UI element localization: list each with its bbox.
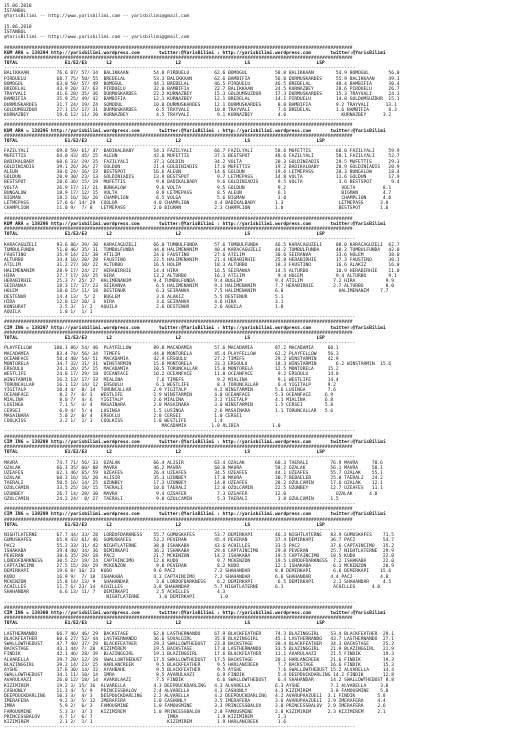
table-row: BESTSPOT 28.6 36/ 15/ 19 MUFETTIS 9.8 BADIKALBABY 9.6 GOLDINIADIS 9.5 VOLTA 3.6 BESTSPOT 9.4: [4, 180, 526, 185]
table-row: GOLDUMSUZDUR 27.1 15/ 17/ 31 DURMUSKARDES 6.5 TRAYVALI 10.8 TRAYVALI 7.6 BREDELAL 1.6 BAMBIFIA 8.3: [4, 108, 526, 113]
table-row: KARACAGUZELI 93.6 86/ 39/ 30 KARACAGUZELI 66.0 TUMBULFUNDA 57.6 TUMBULFUNDA 46.5 KARACAGUZELI 88.0 KARACAGUZELI 62.7: [4, 243, 526, 248]
table-row: MUFETTIS 64.0 43/ 45/ 25 ALEUN 42.0 MUFETTIS 37.1 BESTSPOT 48.6 FAZILYALI 58.1 FAZILYALI 52.7: [4, 154, 526, 159]
table-row: FINDIK 42.1 46/ 28/ 39 BLAZINGGIRL 19.1 BLAZINGGIRL 17.6 BLACKFEATHER 11.1 AVARULAAZI 21.5 FINDIK 19.3: [4, 652, 526, 657]
report-document: [4, 4, 526, 644]
table-row: CAPTAINCIMO 27.5 15/ 28/ 29 MCKENZON 9.8 PEVERAN 8.2 KUDO 12.1 ISHAKABA 6.1 MCKENZON 20.9: [4, 564, 526, 569]
report-contact: @YarisBilimi -- http://www.yarisbilimi.com -- yarisbilimi@gmail.com: [4, 14, 526, 19]
column-headers: TOTAL E1/E2/E3 L2 L2 LS LSP: [4, 621, 526, 626]
table-row: CHAMPLION 11.0 9/ 7/ 8 LETMEPASS 2.0 BIGMAN 2.3 CHAMPLION 1.0 BESTSPOT 1.6: [4, 206, 526, 211]
table-row: ISHAKABA 39.4 40/ 34/ 36 DEMIRKAPI 36.2 ISHAKABA 29.6 CAPTAINCIMO 29.8 PEVERAN 25.7 NIGHTLATERNE 29.9: [4, 549, 526, 554]
separator-line: -------------------------------------------------------------------------------------------------------------------------------: [4, 502, 526, 507]
table-row: FAUSTINO 35.9 14/ 23/ 38 ATILIM 24.6 FAUSTINO 27.6 ATILIM 30.6 SEIRANVA 33.6 HOLEM 38.0: [4, 253, 526, 258]
race-block: [4, 46, 526, 124]
table-row: HALIMENANIM 28.9 17/ 24/ 27 HERABIRHIE 14.4 HIRA 16.5 SEIRANVA 14.5 ALTURBO 10.9 HERABIRHIE 11.0: [4, 269, 526, 274]
column-headers: TOTAL E1/E2/E3 L2 L2 LS LSP: [4, 450, 526, 455]
table-row: ALTURBO 34.4 16/ 20/ 28 FAUSTINO 22.5 HALIMENANIM 21.4 HERABIRHIE 25.8 HERABIRHIE 17.3 FAUSTINO 30.1: [4, 258, 526, 263]
race-block: [4, 320, 526, 434]
separator-line: -------------------------------------------------------------------------------------------------------------------------------: [4, 118, 526, 123]
rule-line: ##############################################################################################################################: [4, 435, 526, 440]
table-row: PAC2 55.2 33/ 31/ 42 NIGHTLATERNE 38.0 ISHAKABA 43.6 ACHILLES 33.5 PAC2 37.6 CAPTAINCIMO 35.2: [4, 544, 526, 549]
table-row: IMRA 5.9 2/ 6/ 3 FAMOUSMINE 1.0 FAMOUSMINE 3.3 PRINCESSBALOV 3.0 PRINCESSBALOV 2.9 IMERAFERA 2.6: [4, 704, 526, 709]
table-row: LASTHERNANDO 66.7 46/ 46/ 29 BACKSTAGE 62.0 LASTHERNANDO 67.9 BLACKFEATHER 74.3 BLAZINGGIRL 53.4 BLACKFEATHER 29.1: [4, 632, 526, 637]
table-row: OCEANFACE 58.4 48/ 54/ 51 MACADAMIA 42.9 ERSOULU 27.2 TIMEFS 29.2 WINSTARMIN 42.9: [4, 357, 526, 362]
separator-line: -------------------------------------------------------------------------------------------------------------------------------: [4, 429, 526, 434]
rule-line: ##############################################################################################################################: [4, 46, 526, 51]
table-row: OZULCAMIN 24.2 24/ 8/ 27 TAERALI 9.0 OZULCAMIN 5.3 TAERALI 3.8 OZULCAMIN 1.5: [4, 497, 526, 502]
table-row: SWALLOWTHEDUST 34.1 11/ 10/ 14 IMRA 8.5 AVARULAAZI 6.9 FINDIK 5.4 DEEPDUCKDARLING 14.2 FINDIK 12.8: [4, 673, 526, 678]
separator-line: -------------------------------------------------------------------------------------------------------------------------------: [4, 66, 526, 71]
table-row: LUSINGA 7.1 5/ 4/ 4 MASAINARA 2.0 MASAINARA 3.0 WINSTARMIN 1.5 CERSEI 5.8: [4, 403, 526, 408]
table-row: ALEUN 30.6 24/ 16/ 23 BESTSPOT 16.6 ALEUN 14.6 GOLDUN 19.6 LETMEPASS 20.3 BUNGALOW 18.4: [4, 170, 526, 175]
table-row: HOLEM 18.0 15/ 11/ 18 DESTENUR 6.3 SEIRANVA 7.5 HALIMENANIM 6.0 HALIMENANIM 7.7: [4, 289, 526, 294]
rule-line: ##############################################################################################################################: [4, 445, 526, 450]
table-row: GOLDINIADIS 39.1 26/ 26/ 27 GOLDUN 21.4 GOLDINIADIS 17.6 MUFETTIS 19.2 BADIKALBABY 20.9 GOLDINIADIS 20.9: [4, 165, 526, 170]
race-title: KUM ARA = 138295 http://yarisbilimi.wordpress.com twitter:@YarisBilimi : http://yarisbilimi.wordpress.com twitter:@YarisBilimi: [4, 129, 526, 134]
rule-line: ##############################################################################################################################: [4, 331, 526, 336]
rule-line: ##############################################################################################################################: [4, 56, 526, 61]
table-row: DEMIRKAPI 19.6 8/ 16/ 23 KUDO 9.6 PAC2 7.2 SHAHANDAR 8.8 DEMIRKAPI 6.6 DEMIRKAPI 15.6: [4, 569, 526, 574]
separator-line: -------------------------------------------------------------------------------------------------------------------------------: [4, 601, 526, 606]
table-row: CERSEI 6.9 4/ 5/ 4 LUSINGA 1.5 LUSINGA 2.6 MASAINARA 1.1 TORUNCALLAR 5.6: [4, 409, 526, 414]
table-row: AVARULAAZI 26.0 12/ 18/ 14 AVARULAAZI 7.5 FINDIK 6.6 SWALLOWTHEDUST 6.4 SHAHANDAR 14.2 SWALLOWTHEDUST 8.8: [4, 678, 526, 683]
table-row: HIRA 27.7 17/ 24/ 25 HIRA 13.2 ALTURBO 16.3 ATILIM 9.4 HOLEM 9.4 ALTURBO 9.1: [4, 274, 526, 279]
table-row: TAERALI 50.5 16/ 14/ 25 UZUNBEY 17.3 UZUNBEY 14.8 UZEAFES 28.2 OZULCAMIN 17.6 OZALAK 12.1: [4, 481, 526, 486]
race-title: CIM ING = 138297 http://yarisbilimi.wordpress.com twitter:@YarisBilimi : http://yarisbilimi.wordpress.com twitter:@YarisBilimi: [4, 326, 526, 331]
table-row: MIALINA 8.0 7/ 4/ 6 YIGITALP 2.6 MIALINA 3.2 YIGITALP 4.1 MIALINA 6.8: [4, 398, 526, 403]
column-headers: TOTAL E1/E2/E3 L2 L2 LS LSP: [4, 523, 526, 528]
table-row: CASHONLY 11.3 4/ 5/ 9 PRINCESSBALOV 2.4 ALVARELLA 4.3 CASHONLY 4.3 KIZIMIREM 3.8 FAMOUSMINE 5.8: [4, 689, 526, 694]
race-title: KUM ARA = 138296 http://yarisbilimi.wordpress.com twitter:@YarisBilimi : http://yarisbilimi.wordpress.com twitter:@YarisBilimi: [4, 222, 526, 227]
separator-line: -------------------------------------------------------------------------------------------------------------------------------: [4, 627, 526, 632]
race-block: [4, 435, 526, 508]
table-row: NIGHTLATERNE 1.0 DEMIRKAPI 1.0: [4, 595, 526, 600]
table-row: LETMEPASS 17.6 6/ 14/ 29 COOLOR 4.0 CHAMPLION 4.4 BADIKALBABY 1.3 LETMEPASS 3.0: [4, 201, 526, 206]
rule-line: ##############################################################################################################################: [4, 134, 526, 139]
column-headers: TOTAL E1/E2/E3 L2 L2 LS LSP: [4, 336, 526, 341]
table-row: MASAINARA 5.0 2/ 0/ 4 ERSOCLU 2.0 CERSEI 1.0 CERSEI: [4, 414, 526, 419]
table-row: KUDO 16.9 9/ 7/ 18 ISHAKABA 4.3 CAPTAINCIMO 7.2 SHAHANDAR 6.6 SHAHANDAR 4.4 PAC2 4.8: [4, 575, 526, 580]
table-row: BLACKFEATHER 60.6 27/ 52/ 44 LASTHERNANDO 36.6 SOVALGIRL 35.8 BLAZINGGIRL 45.1 LASTHERNANDO 43.7 LASTHERNANDO 27.1: [4, 637, 526, 642]
table-row: BLAZINGGIRL 39.2 14/ 23/ 25 HARLANCREEK 9.5 BLACKFEATHER 9.5 HARLANCREEK 7.7 BACKSTAGE 16.6 FINDIK 15.3: [4, 663, 526, 668]
race-block: [4, 507, 526, 606]
table-row: AYSHE 37.6 30/ 14/ 32 AYAHBAHE 9.5 BLACKFEATHER 9.5 AYSHE 7.6 SWALLOWTHEDUST 15.2 ALVARELLA 14.4: [4, 668, 526, 673]
race-block: [4, 123, 526, 216]
table-row: FAZILYALI 69.8 59/ 61/ 47 BADIKALBABY 54.3 FAZILYALI 66.7 FAZILYALI 58.6 MUFETTIS 60.0 FAZILYALI 59.9: [4, 149, 526, 154]
table-row: WESTLIFE 24.0 17/ 29/ 18 OCEANFACE 10.2 OCEANFACE 11.8 OCEANFACE 9.2 ERSOULU 14.8: [4, 372, 526, 377]
table-row: YIGITALP 10.4 4/ 8/ 14 TORUNCALLAR 2.9 YIGITALP 4.2 WINSTARMIN 5.6 LUSINGA 7.6: [4, 388, 526, 393]
separator-line: -------------------------------------------------------------------------------------------------------------------------------: [4, 144, 526, 149]
table-row: MCKENZON 15.8 14/ 13/ 9 SHAHANDAR 3.8 LORDOFDARKNESS 6.2 DEMIRKAPI 6.5 DEMIRKAPI 2.1 SHAHANDAR 4.5: [4, 580, 526, 585]
race-tables: [4, 46, 526, 730]
table-row: WINSTARMIN 16.2 13/ 17/ 33 MIALINA 7.6 TIMEFS 9.2 MIALINA 9.1 WESTLIFE 14.4: [4, 378, 526, 383]
table-row: MONTORELA 34.7 32/ 31/ 31 WINSTARMIN 15.6 MONTORELA 33.3 ERSOULU 18.3 WINSTARMIN 6.2 WINSTARMIN 15.6: [4, 362, 526, 367]
table-row: NIGHTLATERNE 67.7 44/ 33/ 28 LORDOFDARKNESS 55.7 GUMUSKAFES 53.7 DEMIRKAPI 46.3 NIGHTLATERNE 83.9 GUMUSKAFES 71.5: [4, 533, 526, 538]
separator-line: -------------------------------------------------------------------------------------------------------------------------------: [4, 528, 526, 533]
table-row: ALVARELLA 39.7 20/ 12/ 19 SWALLOWTHEDUST 17.5 SWALLOWTHEDUST 17.5 BACKSTAGE 20.1 HARLANCREEK 21.6 FINDIK 19.3: [4, 658, 526, 663]
table-row: SWALLOWTHEDUST 47.7 40/ 37/ 29 BLACKFEATHER 29.3 SWALLOWTHEDUST 23.8 BACKSTAGE 38.4 BLACKFEATHER 34.3 BACKSTAGE 25.2: [4, 642, 526, 647]
rule-line: ##############################################################################################################################: [4, 507, 526, 512]
report-city: İSTANBUL: [4, 9, 526, 14]
report-date-2: 15.06.2018: [4, 25, 526, 30]
table-row: ATILIM 31.2 27/ 10/ 22 ALTURBO 16.5 HOLEM 18.3 ALTURBO 18.3 FAUSTINO 16.6 ALAKIZ 16.0: [4, 263, 526, 268]
table-row: SEIRANVA 18.3 17/ 17/ 23 SEIRANVA 6.5 HALIMENANIM 9.3 HALIMENANIM 7.7 HERABIRHIE 2.7 ALTURBO 8.0: [4, 284, 526, 289]
table-row: BADIKALBABY 60.6 33/ 19/ 25 FAZILYALI 37.1 GOLDIN 34.2 VOLTA 20.3 GOLDINIADIS 29.5 MUFETTIS 29.3: [4, 160, 526, 165]
table-row: PEVERAN 38.6 35/ 29/ 18 PAC2 21.7 MCKENZON 14.2 ISHAKABA 19.5 CAPTAINCIMO 18.5 KUDO 22.0: [4, 554, 526, 559]
table-row: MACADAMIA 83.4 74/ 56/ 34 TIMEFS 44.0 MONTORELA 45.4 PLAYFELLOW 62.2 PLAYFELLOW 56.3: [4, 352, 526, 357]
table-row: COOLKISS 3.2 1/ 1/ 1 COOLKISS 1.0 WESTLIFE 1.4: [4, 419, 526, 424]
separator-line: -------------------------------------------------------------------------------------------------------------------------------: [4, 455, 526, 460]
rule-line: ##############################################################################################################################: [4, 606, 526, 611]
table-row: BOMOGUL 63.0 58/ 57/ 49 BOMOGUL 44.1 BREDELAL 46.5 PIRDUELU 46.5 BREDELAL 48.4 BAMBIFIA 30.4: [4, 82, 526, 87]
table-row: PIRDUELU 68.7 75/ 50/ 55 BREDELAL 53.3 BALIKKAAN 62.6 BAMBIFIA 56.8 DURMUSKARDES 55.9 BALIKKAAN 49.1: [4, 77, 526, 82]
separator-line: -------------------------------------------------------------------------------------------------------------------------------: [4, 725, 526, 730]
table-row: BREDELAL 43.9 20/ 37/ 63 PIRDUELU 32.0 BAMBIFIA 22.7 BALIKKAAN 24.5 KURNAZBEY 28.6 PIRDUELU 26.7: [4, 87, 526, 92]
column-headers: TOTAL E1/E2/E3 L2 L2 LS LSP: [4, 139, 526, 144]
table-row: BAMBIFIA 35.9 25/ 49/ 42 BAMBIFIA 12.1 KURNAZBEY 12.1 BREDELAL 14.1 PIRDUELU 14.8 GOLDUMSUZDUR 15.1: [4, 97, 526, 102]
table-row: DESTENUR 14.4 13/ 5/ 2 BUGLEM 3.6 ALAKIZ 5.5 DESTENUR 5.1: [4, 295, 526, 300]
table-row: KIZIMIREM 19.2 3/ 15/ 16 ALVARELLA 4.3 DEEPDUCKDARLING 4.3 ALVARELLA 6.3 AYSHE 7.1 ALVARELLA 3.8: [4, 684, 526, 689]
race-title: KUM ARA = 138294 http://yarisbilimi.wordpress.com twitter:@YarisBilimi : http://yarisbilimi.wordpress.com twitter:@YarisBilimi: [4, 51, 526, 56]
separator-line: -------------------------------------------------------------------------------------------------------------------------------: [4, 315, 526, 320]
table-row: MAVRA 74.7 71/ 56/ 33 OZALAK 66.4 ALISIR 63.4 OZALAK 68.3 TAERALI 76.9 MAVRA 70.6: [4, 461, 526, 466]
table-row: KIZIMIREM 2.1 2/ 1/ 1 KIZIMIREM 1.9 HARLANCREEK 1.6: [4, 720, 526, 725]
table-row: FAMOUSMINE 5.3 3/ 3/ 3 KIZIMIREM 1.0 PRINCESSBALOV 2.8 FAMOUSMINE 2.8 KIZIMIREM 2.3 KIZIMIREM 2.1: [4, 710, 526, 715]
table-row: OCEANFACE 8.2 7/ 6/ 3 WESTLIFE 2.9 WINSTARMIN 4.0 OCEANFACE 5.3 OCEANFACE 6.9: [4, 393, 526, 398]
report-date: 15.06.2018: [4, 4, 526, 9]
table-row: GOLDUN 28.9 30/ 23/ 13 GOLDINIADIS 13.9 BESTSPOT 9.7 LETMEPASS 14.8 VOLTA 11.6 GOLDUN 17.9: [4, 175, 526, 180]
table-row: BIGMAN 18.2 16/ 16/ 26 CHAMPLION 6.5 VOLGA 5.6 BIGMAN 3.0 CHAMPLION 4.0: [4, 196, 526, 201]
table-row: OZALAK 66.3 35/ 60/ 88 MAVRA 46.2 MAVRA 60.0 MAVRA 58.2 OZALAK 56.1 MAVRA 58.1: [4, 466, 526, 471]
table-row: TUMBULFUNDA 51.0 46/ 35/ 31 TUMBULFUNDA 44.0 HALIMENANIM 40.4 KARACAGUZELI 44.2 TUMBULFUNDA 40.2 TUMBULFUNDA 42.0: [4, 248, 526, 253]
table-row: ACHILLES 11.7 6/ 23/ 14 ACHILLES 3.8 SHAHANDAR 5.7 NIGHTLATERNE 6.1 ACHILLES 4.0: [4, 585, 526, 590]
table-row: MACADAMIA 1.0 ALIBIA 1.0: [4, 424, 526, 429]
table-row: LORDOFDARKNESS 30.5 22/ 19/ 24 CAPTAINCIMO 12.6 KUDO 9.7 MCKENZON 19.5 LORDOFDARKNESS 7.2 ISHAKABA 22.0: [4, 559, 526, 564]
table-row: PRINCESSBALOV 4.7 1/ 6/ 7 IMRA 1.9 KIZIMIREM 2.3: [4, 715, 526, 720]
table-row: KONSURAT 3.5 3/ 1/ 2 AQUILA 2.6 DESTENUR 2.6 AQUILA 1.8: [4, 305, 526, 310]
table-row: BUNGALOW 18.9 17/ 12/ 15 VOLTA 8.9 LETMEPASS 8.5 ALEUN 6.1 BIGMAN 4.7: [4, 191, 526, 196]
rule-line: ##############################################################################################################################: [4, 616, 526, 621]
table-row: HERABIRHIE 25.3 7/ 25/ 27 HALIMENANIM 9.4 TUMBULFUNDA 9.4 BUGLEM 9.4 ATILIM 7.2 HIRA 9.9: [4, 279, 526, 284]
rule-line: ##############################################################################################################################: [4, 217, 526, 222]
rule-line: ##############################################################################################################################: [4, 518, 526, 523]
race-title: CIM ING = 138299 http://yarisbilimi.wordpress.com twitter:@YarisBilimi : http://yarisbilimi.wordpress.com twitter:@YarisBilimi: [4, 512, 526, 517]
separator-line: -------------------------------------------------------------------------------------------------------------------------------: [4, 237, 526, 242]
separator-line: -------------------------------------------------------------------------------------------------------------------------------: [4, 341, 526, 346]
table-row: TRAYVALI 41.6 28/ 35/ 36 DURMUSKARDES 22.2 KURNAZBEY 15.3 GOLDUMSUZDUR 17.3 DURMUSKARDES 15.3 TRAYVALI 24.3: [4, 92, 526, 97]
rule-line: ##############################################################################################################################: [4, 123, 526, 128]
table-row: OZALAK 60.3 16/ 16/ 20 ALISIR 35.3 UZUNBEY 17.0 MAVRA 30.7 BEBAELEB 25.0 TAERALI 24.2: [4, 476, 526, 481]
report-city-2: İSTANBUL: [4, 30, 526, 35]
column-headers: TOTAL E1/E2/E3 L2 L2 LS LSP: [4, 232, 526, 237]
table-row: SHAHANDAR 6.6 13/ 11/ 7 DEMIRKAPI 2.5 ACHILLES 4.3: [4, 590, 526, 595]
table-row: UZEAFES 62.1 46/ 65/ 59 UZEAFES 26.4 UZEAFES 34.5 UZEAFES 44.1 UZEAFES 55.7 OZALAK 55.1: [4, 471, 526, 476]
separator-line: -------------------------------------------------------------------------------------------------------------------------------: [4, 212, 526, 217]
race-title: CIM ING = 138300 http://yarisbilimi.wordpress.com twitter:@YarisBilimi : http://yarisbilimi.wordpress.com twitter:@YarisBilimi: [4, 611, 526, 616]
race-block: [4, 217, 526, 321]
table-row: BALIKKAAN 76.6 87/ 57/ 34 BALIKKAAN 54.8 PIRDUELU 62.6 BOMOGUL 58.0 BALIKKAAN 54.9 BOMOGUL 56.0: [4, 71, 526, 76]
table-row: OZULCAMIN 33.5 25/ 18/ 15 TAERALI 10.6 TAERALI 12.0 OZULCAMIN 22.5 UZUNBEY 12.7 UZEAFES 11.1: [4, 486, 526, 491]
table-row: ERSOULU 24.1 26/ 25/ 15 MACADAMIA 10.5 TORUNCALLAR 15.0 MONTORELA 12.5 MONTORELA 15.2: [4, 367, 526, 372]
table-row: DURMUSKARDES 31.7 24/ 19/ 24 SOMODUL 10.0 DURMUSKARDES 12.1 DURMUSKARDES 8.8 BAMBIFIA 9.2 TRAYVALI 13.1: [4, 103, 526, 108]
table-row: KURNAZBEY 19.6 12/ 11/ 20 KURNAZBEY 4.5 TRAYVALI 9.1 KURNAZBEY 4.6 KURNAZBEY 3.2: [4, 113, 526, 118]
race-title: CIM ING = 138298 http://yarisbilimi.wordpress.com twitter:@YarisBilimi : http://yarisbilimi.wordpress.com twitter:@YarisBilimi: [4, 440, 526, 445]
table-row: TORUNCALLAR 16.1 12/ 14/ 12 ERSOULU 6.1 WESTLIFE 8.3 TORUNCALLAR 6.4 YIGITALP 9.2: [4, 383, 526, 388]
rule-line: ##############################################################################################################################: [4, 227, 526, 232]
table-row: UZUNBEY 26.7 14/ 28/ 30 MAVRA 9.4 OZSAFER 7.3 OZSAFER 12.0 OZALAK 4.0: [4, 492, 526, 497]
table-row: AQUILA 1.0 1/ 1/ 1: [4, 310, 526, 315]
race-block: [4, 606, 526, 730]
table-row: GUMUSKAFES 65.8 43/ 61/ 46 GUMUSKAFES 53.2 PEVERAN 45.4 PEVERAN 37.4 DEMIRKAPI 36.7 PAC2 54.7: [4, 538, 526, 543]
rule-line: ##############################################################################################################################: [4, 320, 526, 325]
column-headers: TOTAL E1/E2/E3 L2 L2 LS LSP: [4, 61, 526, 66]
table-row: DEEPDUCKDARLING 10.3 3/ 4/ 3 DEEPDUCKDARLING 2.2 ALVARELLA 4.2 DEEPDUCKDARLING 4.2 AVARUPAAZUELI 3.1 FINDIK 5.8: [4, 694, 526, 699]
table-row: IMERAFERA 9.2 3/ 5/ 12 IMERAFERA 1.0 CASHONLY 3.5 IMERAFERA 3.6 AVARUPAAZUELI 2.9 IMERAFERA 4.4: [4, 699, 526, 704]
table-row: PLAYFELLOW 100.1 86/ 54/ 40 PLAYFELLOW 89.8 MACADAMIA 57.6 MACADAMIA 87.2 MACADAMIA 60.1: [4, 346, 526, 351]
table-row: BACKSTAGE 43.1 44/ 7/ 28 KIZIMIREM 19.5 BACKSTAGE 17.0 LASTHERNANDO 33.5 BLAZINGGIRL 21.9 BLAZINGGIRL 21.9: [4, 647, 526, 652]
table-row: HIRA 12.0 12/ 10/ 3 HIRA 3.6 SEIRANVA 4.6 HIRA 3.1: [4, 300, 526, 305]
table-row: VOLTA 26.9 17/ 11/ 21 BUNGALOW 9.6 VOLTA 9.5 GOLDUN 9.2 VOLTA 8.1: [4, 186, 526, 191]
report-contact-2: @YarisBilimi -- http://www.yarisbilimi.com -- yarisbilimi@gmail.com: [4, 35, 526, 40]
